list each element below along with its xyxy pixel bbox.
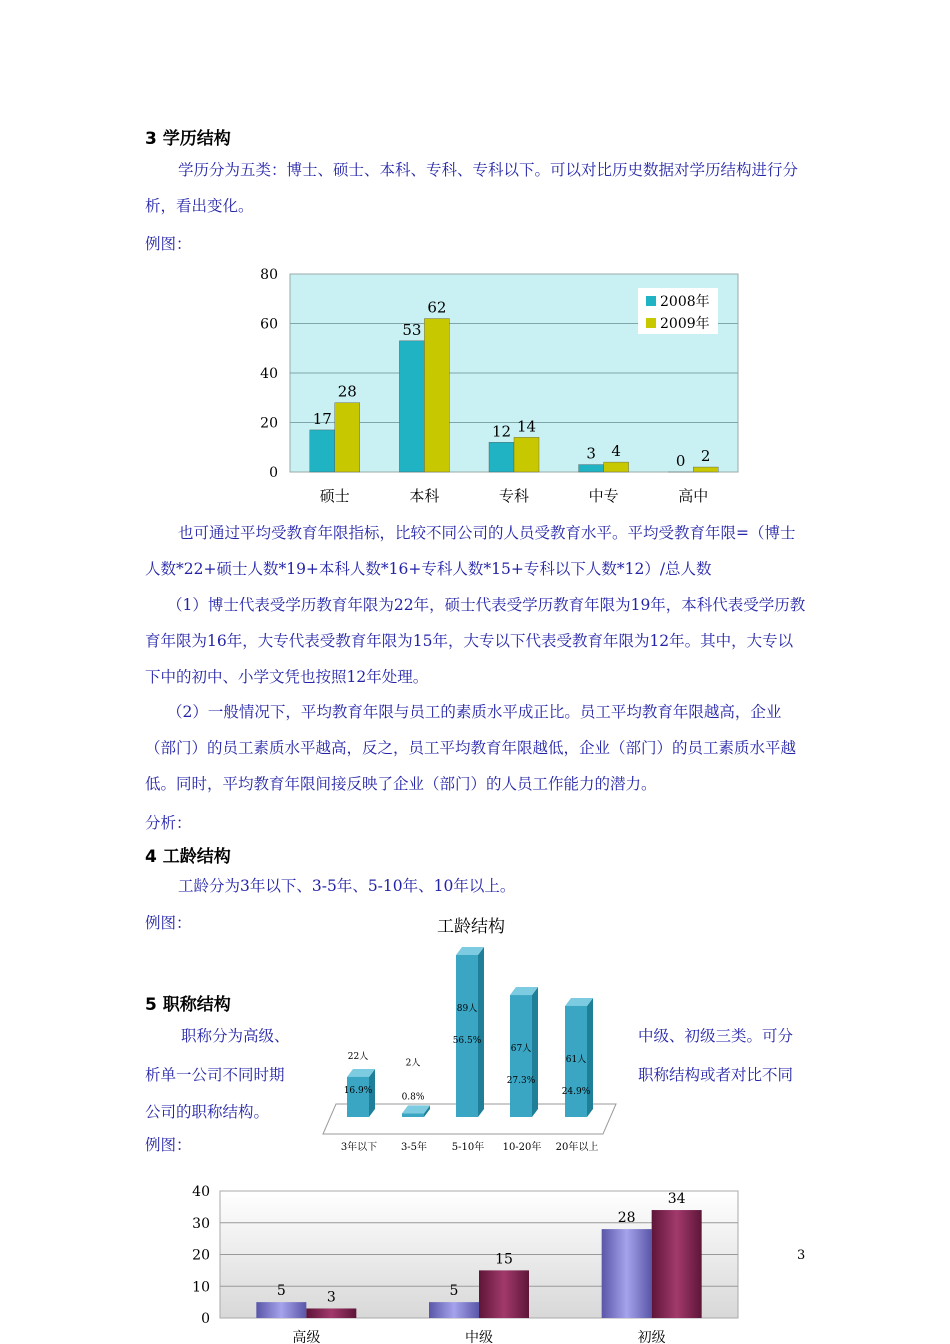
- education-bar: [399, 341, 424, 472]
- seniority-xtick: 3-5年: [400, 1142, 428, 1153]
- seniority-xtick: 5-10年: [451, 1142, 485, 1153]
- education-value-label: 17: [312, 409, 332, 428]
- title-xtick: 初级: [637, 1330, 666, 1344]
- legend-swatch-2008: [646, 296, 656, 306]
- education-value-label: 28: [337, 382, 357, 401]
- s3-paragraph-3: （1）博士代表受学历教育年限为22年，硕士代表受学历教育年限为19年，本科代表受学历教育年限为16年，大专代表受教育年限为15年，大专以下代表受教育年限为12年。其中，大专以下中的初中、小学文凭也按照12年处理。: [145, 596, 806, 686]
- title-value-label: 5: [276, 1283, 286, 1300]
- education-value-label: 0: [675, 452, 686, 470]
- education-value-label: 14: [516, 417, 537, 436]
- seniority-count-label: 61人: [565, 1054, 587, 1065]
- seniority-xtick: 3年以下: [340, 1142, 378, 1153]
- page-number: 3: [797, 1248, 806, 1263]
- education-bar: [310, 430, 335, 472]
- education-bar: [604, 462, 629, 472]
- title-ytick: 30: [192, 1215, 210, 1232]
- title-ytick: 40: [192, 1184, 210, 1200]
- education-xtick: 中专: [588, 487, 619, 505]
- title-xtick: 中级: [465, 1330, 493, 1344]
- s5-line-2a: 析单一公司不同时期: [145, 1066, 285, 1084]
- s4-paragraph-1: 工龄分为3年以下、3-5年、5-10年、10年以上。: [178, 877, 516, 895]
- s5-line-1b: 中级、初级三类。可分: [638, 1027, 794, 1045]
- seniority-count-label: 67人: [510, 1044, 532, 1055]
- education-ytick: 40: [260, 366, 278, 382]
- s3-analysis-label: 分析：: [145, 814, 192, 832]
- title-value-label: 28: [617, 1210, 636, 1227]
- seniority-percent-label: 0.8%: [401, 1092, 425, 1103]
- education-ytick: 20: [260, 415, 278, 432]
- legend-swatch-2009: [646, 318, 656, 328]
- title-bar: [602, 1229, 652, 1318]
- title-xtick: 高级: [292, 1330, 321, 1344]
- s5-line-3: 公司的职称结构。: [145, 1103, 270, 1121]
- education-value-label: 3: [586, 444, 596, 463]
- seniority-chart: [318, 912, 628, 1160]
- education-value-label: 53: [402, 320, 422, 339]
- education-legend: [638, 288, 718, 334]
- seniority-xtick: 10-20年: [502, 1142, 542, 1153]
- seniority-bar-side: [478, 947, 484, 1117]
- education-ytick: 80: [260, 267, 278, 283]
- section-3-heading: 3 学历结构: [145, 129, 231, 149]
- title-bar: [256, 1302, 306, 1318]
- education-bar: [579, 465, 604, 472]
- seniority-percent-label: 24.9%: [561, 1086, 591, 1097]
- education-ytick: 60: [260, 316, 278, 333]
- seniority-bar: [402, 1113, 424, 1117]
- seniority-percent-label: 16.9%: [343, 1085, 373, 1096]
- title-ytick: 20: [192, 1247, 210, 1264]
- education-bar: [514, 437, 539, 472]
- seniority-bar-side: [532, 987, 538, 1117]
- seniority-bar: [510, 995, 532, 1117]
- education-xtick: 专科: [498, 487, 530, 505]
- seniority-count-label: 89人: [456, 1004, 478, 1014]
- title-ytick: 10: [192, 1279, 210, 1296]
- title-bar: [306, 1308, 356, 1318]
- s3-paragraph-1: 学历分为五类：博士、硕士、本科、专科、专科以下。可以对比历史数据对学历结构进行分析，看出变化。: [145, 161, 799, 215]
- section-4-heading: 4 工龄结构: [145, 847, 231, 867]
- education-xtick: 本科: [409, 487, 440, 505]
- title-value-label: 15: [495, 1251, 513, 1268]
- education-value-label: 62: [427, 298, 447, 317]
- education-xtick: 硕士: [319, 487, 350, 505]
- seniority-percent-label: 27.3%: [506, 1076, 536, 1087]
- title-value-label: 34: [667, 1191, 686, 1208]
- education-bar: [693, 467, 718, 472]
- title-bar: [479, 1270, 529, 1318]
- legend-label-2009: 2009年: [660, 316, 710, 332]
- education-bar: [424, 319, 449, 472]
- education-value-label: 12: [491, 422, 512, 441]
- seniority-chart-title: 工龄结构: [437, 917, 505, 937]
- title-value-label: 3: [326, 1289, 336, 1306]
- title-chart: [190, 1180, 750, 1344]
- s5-line-1a: 职称分为高级、: [181, 1027, 290, 1045]
- s4-example-label: 例图：: [145, 914, 192, 932]
- education-bar: [335, 403, 360, 472]
- seniority-xtick: 20年以上: [555, 1142, 599, 1153]
- seniority-bar: [347, 1077, 369, 1117]
- title-ytick: 0: [201, 1311, 210, 1327]
- seniority-count-label: 2人: [405, 1058, 421, 1069]
- s3-paragraph-4: （2）一般情况下，平均教育年限与员工的素质水平成正比。员工平均教育年限越高，企业（部门）的员工素质水平越高，反之，员工平均教育年限越低，企业（部门）的员工素质水平越低。同时，平均教育年限间接反映了企业（部门）的人员工作能力的潜力。: [145, 703, 797, 793]
- education-xtick: 高中: [678, 487, 709, 505]
- section-5-heading: 5 职称结构: [145, 995, 231, 1015]
- s5-example-label: 例图：: [145, 1136, 192, 1154]
- education-ytick: 0: [269, 465, 278, 481]
- seniority-percent-label: 56.5%: [452, 1036, 482, 1046]
- s5-line-2b: 职称结构或者对比不同: [638, 1066, 794, 1084]
- seniority-count-label: 22人: [347, 1051, 369, 1062]
- education-value-label: 4: [611, 442, 621, 461]
- s3-example-label: 例图：: [145, 235, 192, 253]
- education-value-label: 2: [700, 447, 711, 466]
- s3-paragraph-2: 也可通过平均受教育年限指标，比较不同公司的人员受教育水平。平均受教育年限=（博士人数*22+硕士人数*19+本科人数*16+专科人数*15+专科以下人数*12）/总人数: [145, 524, 796, 578]
- education-chart: [250, 260, 750, 510]
- education-bar: [489, 442, 514, 472]
- title-bar: [652, 1210, 702, 1318]
- seniority-bar-side: [587, 998, 593, 1117]
- title-bar: [429, 1302, 479, 1318]
- legend-label-2008: 2008年: [660, 294, 710, 310]
- title-value-label: 5: [449, 1283, 459, 1300]
